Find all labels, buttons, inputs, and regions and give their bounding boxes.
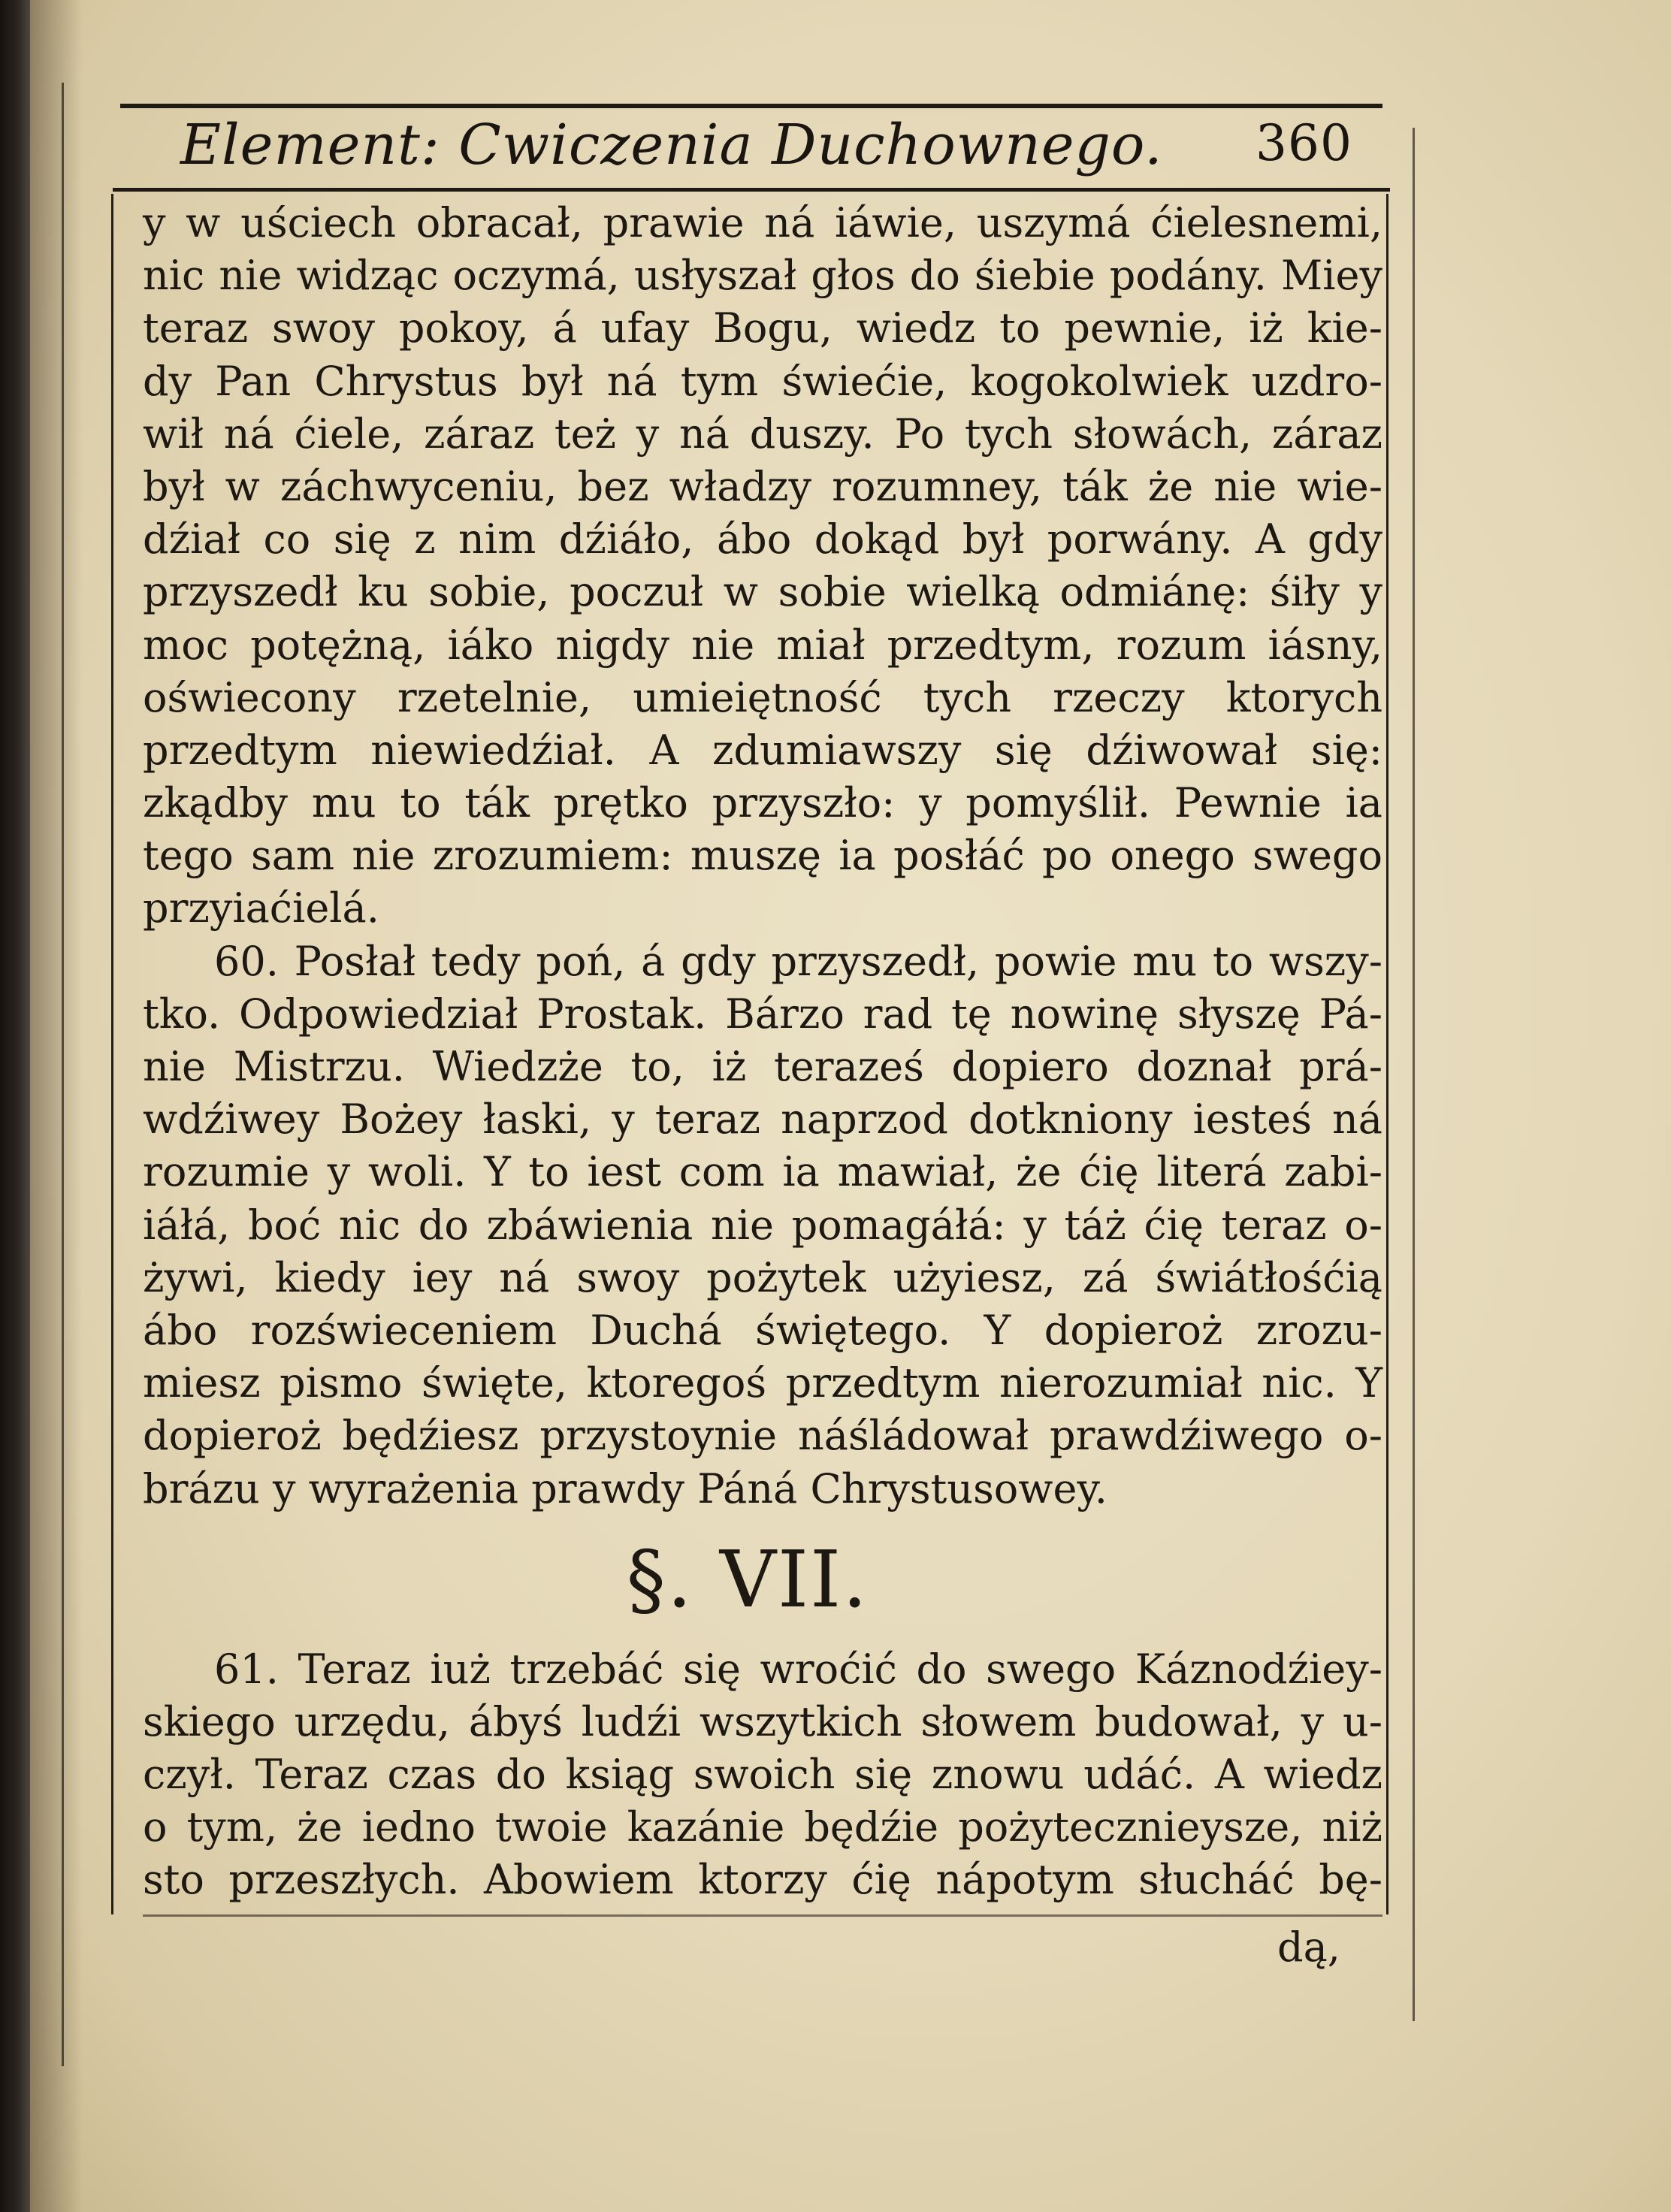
text-line: ábo rozświeceniem Duchá świętego. Y dopieroż zrozu- xyxy=(143,1306,1382,1354)
right-margin-rule xyxy=(1413,128,1415,2021)
text-line: przyszedł ku sobie, poczuł w sobie wielką odmiánę: śiły y xyxy=(143,568,1382,616)
page-number: 360 xyxy=(1256,114,1352,172)
text-line: przyiaćielá. xyxy=(143,884,379,932)
header-rule-top xyxy=(120,104,1382,108)
book-page xyxy=(30,0,1671,2212)
text-line: y w uściech obracał, prawie ná iáwie, uszymá ćielesnemi, xyxy=(143,199,1382,246)
text-line: o tym, że iedno twoie kazánie będźie pożytecznieysze, niż xyxy=(143,1803,1382,1851)
header-rule-bottom xyxy=(113,188,1390,192)
paragraph-60-start: 60. Posłał tedy poń, á gdy przyszedł, powie mu to wszy- xyxy=(214,937,1382,985)
text-line: brázu y wyrażenia prawdy Páná Chrystusowey. xyxy=(143,1464,1107,1512)
text-line: rozumie y woli. Y to iest com ia mawiał, że ćię literá zabi- xyxy=(143,1148,1382,1196)
text-line: był w záchwyceniu, bez władzy rozumney, ták że nie wie- xyxy=(143,462,1382,510)
text-line: dźiał co się z nim dźiáło, ábo dokąd był porwány. A gdy xyxy=(143,515,1382,564)
body-text xyxy=(143,197,1382,1907)
left-margin-rule xyxy=(62,83,64,2066)
text-line: moc potężną, iáko nigdy nie miał przedtym, rozum iásny, xyxy=(143,621,1382,669)
text-line: wił ná ćiele, záraz też y ná duszy. Po tych słowách, záraz xyxy=(143,409,1382,458)
text-line: teraz swoy pokoy, á ufay Bogu, wiedz to pewnie, iż kie- xyxy=(143,304,1382,352)
text-line: nie Mistrzu. Wiedzże to, iż teraześ dopiero doznał prá- xyxy=(143,1043,1382,1090)
text-line: dopieroż będźiesz przystoynie náśládował prawdźiwego o- xyxy=(143,1412,1382,1460)
text-line: tego sam nie zrozumiem: muszę ia posłáć po onego swego xyxy=(143,832,1382,880)
text-line: nic nie widząc oczymá, usłyszał głos do śiebie podány. Miey xyxy=(143,252,1382,300)
text-line: oświecony rzetelnie, umieiętność tych rzeczy ktorych xyxy=(143,673,1382,721)
text-line: sto przeszłych. Abowiem ktorzy ćię nápotym słucháć bę- xyxy=(143,1856,1382,1904)
text-line: przedtym niewiedźiał. A zdumiawszy się dźiwował się: xyxy=(143,726,1382,774)
text-line: iáłá, boć nic do zbáwienia nie pomagáłá: y táż ćię teraz o- xyxy=(143,1201,1382,1249)
text-line: żywi, kiedy iey ná swoy pożytek użyiesz, zá świátłośćią xyxy=(143,1253,1382,1301)
text-line: tko. Odpowiedział Prostak. Bárzo rad tę nowinę słyszę Pá- xyxy=(143,990,1382,1038)
catchword: dą, xyxy=(1277,1923,1340,1971)
running-title: Element: Cwiczenia Duchownego. xyxy=(180,113,1163,177)
text-line: skiego urzędu, ábyś ludźi wszytkich słowem budował, y u- xyxy=(143,1697,1382,1745)
bottom-rule xyxy=(143,1914,1382,1917)
text-line: dy Pan Chrystus był ná tym świećie, kogokolwiek uzdro- xyxy=(143,357,1382,405)
paragraph-61-start: 61. Teraz iuż trzebáć się wroćić do swego Káznodźiey- xyxy=(214,1645,1382,1693)
text-line: zkądby mu to ták prętko przyszło: y pomyślił. Pewnie ia xyxy=(143,779,1382,827)
section-heading: §. VII. xyxy=(626,1533,869,1625)
text-line: miesz pismo święte, ktoregoś przedtym nierozumiał nic. Y xyxy=(143,1359,1382,1407)
text-line: wdźiwey Bożey łaski, y teraz naprzod dotkniony iesteś ná xyxy=(143,1095,1382,1144)
text-line: czył. Teraz czas do ksiąg swoich się znowu udáć. A wiedz xyxy=(143,1751,1382,1799)
running-header xyxy=(180,113,1352,188)
